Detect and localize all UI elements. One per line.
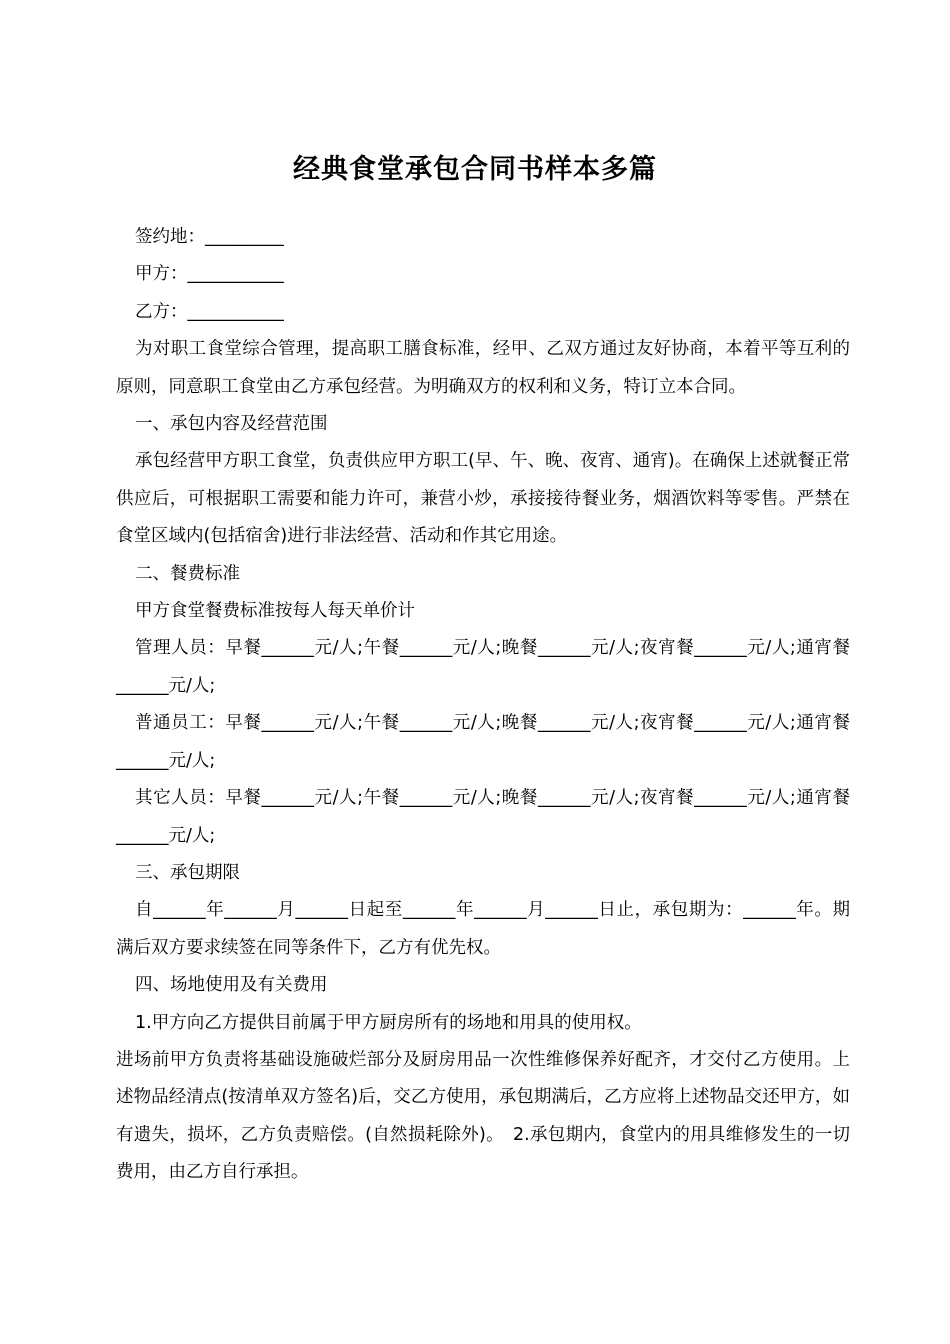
fees-others-paragraph: 其它人员：早餐______元/人;午餐______元/人;晚餐______元/人;夜宵餐______元/人;通宵餐______元/人; [116,788,850,846]
section-heading-scope: 一、承包内容及经营范围 [135,414,328,435]
fees-managers-paragraph: 管理人员：早餐______元/人;午餐______元/人;晚餐______元/人;夜宵餐______元/人;通宵餐______元/人; [116,638,850,696]
party-a-line: 甲方：___________ [135,264,284,285]
party-b-line: 乙方：___________ [135,301,284,322]
section-heading-term: 三、承包期限 [135,862,240,883]
premises-item-1: 1.甲方向乙方提供目前属于甲方厨房所有的场地和用具的使用权。 [135,1012,642,1033]
document-body [116,219,850,1192]
section-heading-fees: 二、餐费标准 [135,563,240,584]
fees-intro-paragraph: 甲方食堂餐费标准按每人每天单价计 [135,601,415,622]
term-paragraph: 自______年______月______日起至______年______月______日止，承包期为：______年。期满后双方要求续签在同等条件下，乙方有优先权。 [116,900,850,958]
section-heading-premises: 四、场地使用及有关费用 [135,975,328,996]
premises-paragraph: 进场前甲方负责将基础设施破烂部分及厨房用品一次性维修保养好配齐，才交付乙方使用。上述物品经清点(按清单双方签名)后，交乙方使用，承包期满后，乙方应将上述物品交还甲方，如有遗失，损坏，乙方负责赔偿。(自然损耗除外)。 2.承包期内，食堂内的用具维修发生的一切费用，由乙方自行承担。 [116,1049,850,1183]
fees-staff-paragraph: 普通员工：早餐______元/人;午餐______元/人;晚餐______元/人;夜宵餐______元/人;通宵餐______元/人; [116,713,850,771]
scope-paragraph: 承包经营甲方职工食堂，负责供应甲方职工(早、午、晚、夜宵、通宵)。在确保上述就餐正常供应后，可根据职工需要和能力许可，兼营小炒，承接接待餐业务，烟酒饮料等零售。严禁在食堂区域内(包括宿舍)进行非法经营、活动和作其它用途。 [116,451,850,547]
preamble-paragraph: 为对职工食堂综合管理，提高职工膳食标准，经甲、乙双方通过友好协商，本着平等互利的原则，同意职工食堂由乙方承包经营。为明确双方的权利和义务，特订立本合同。 [116,339,850,397]
signing-place-line: 签约地：_________ [135,227,284,247]
document-title: 经典食堂承包合同书样本多篇 [293,154,657,186]
